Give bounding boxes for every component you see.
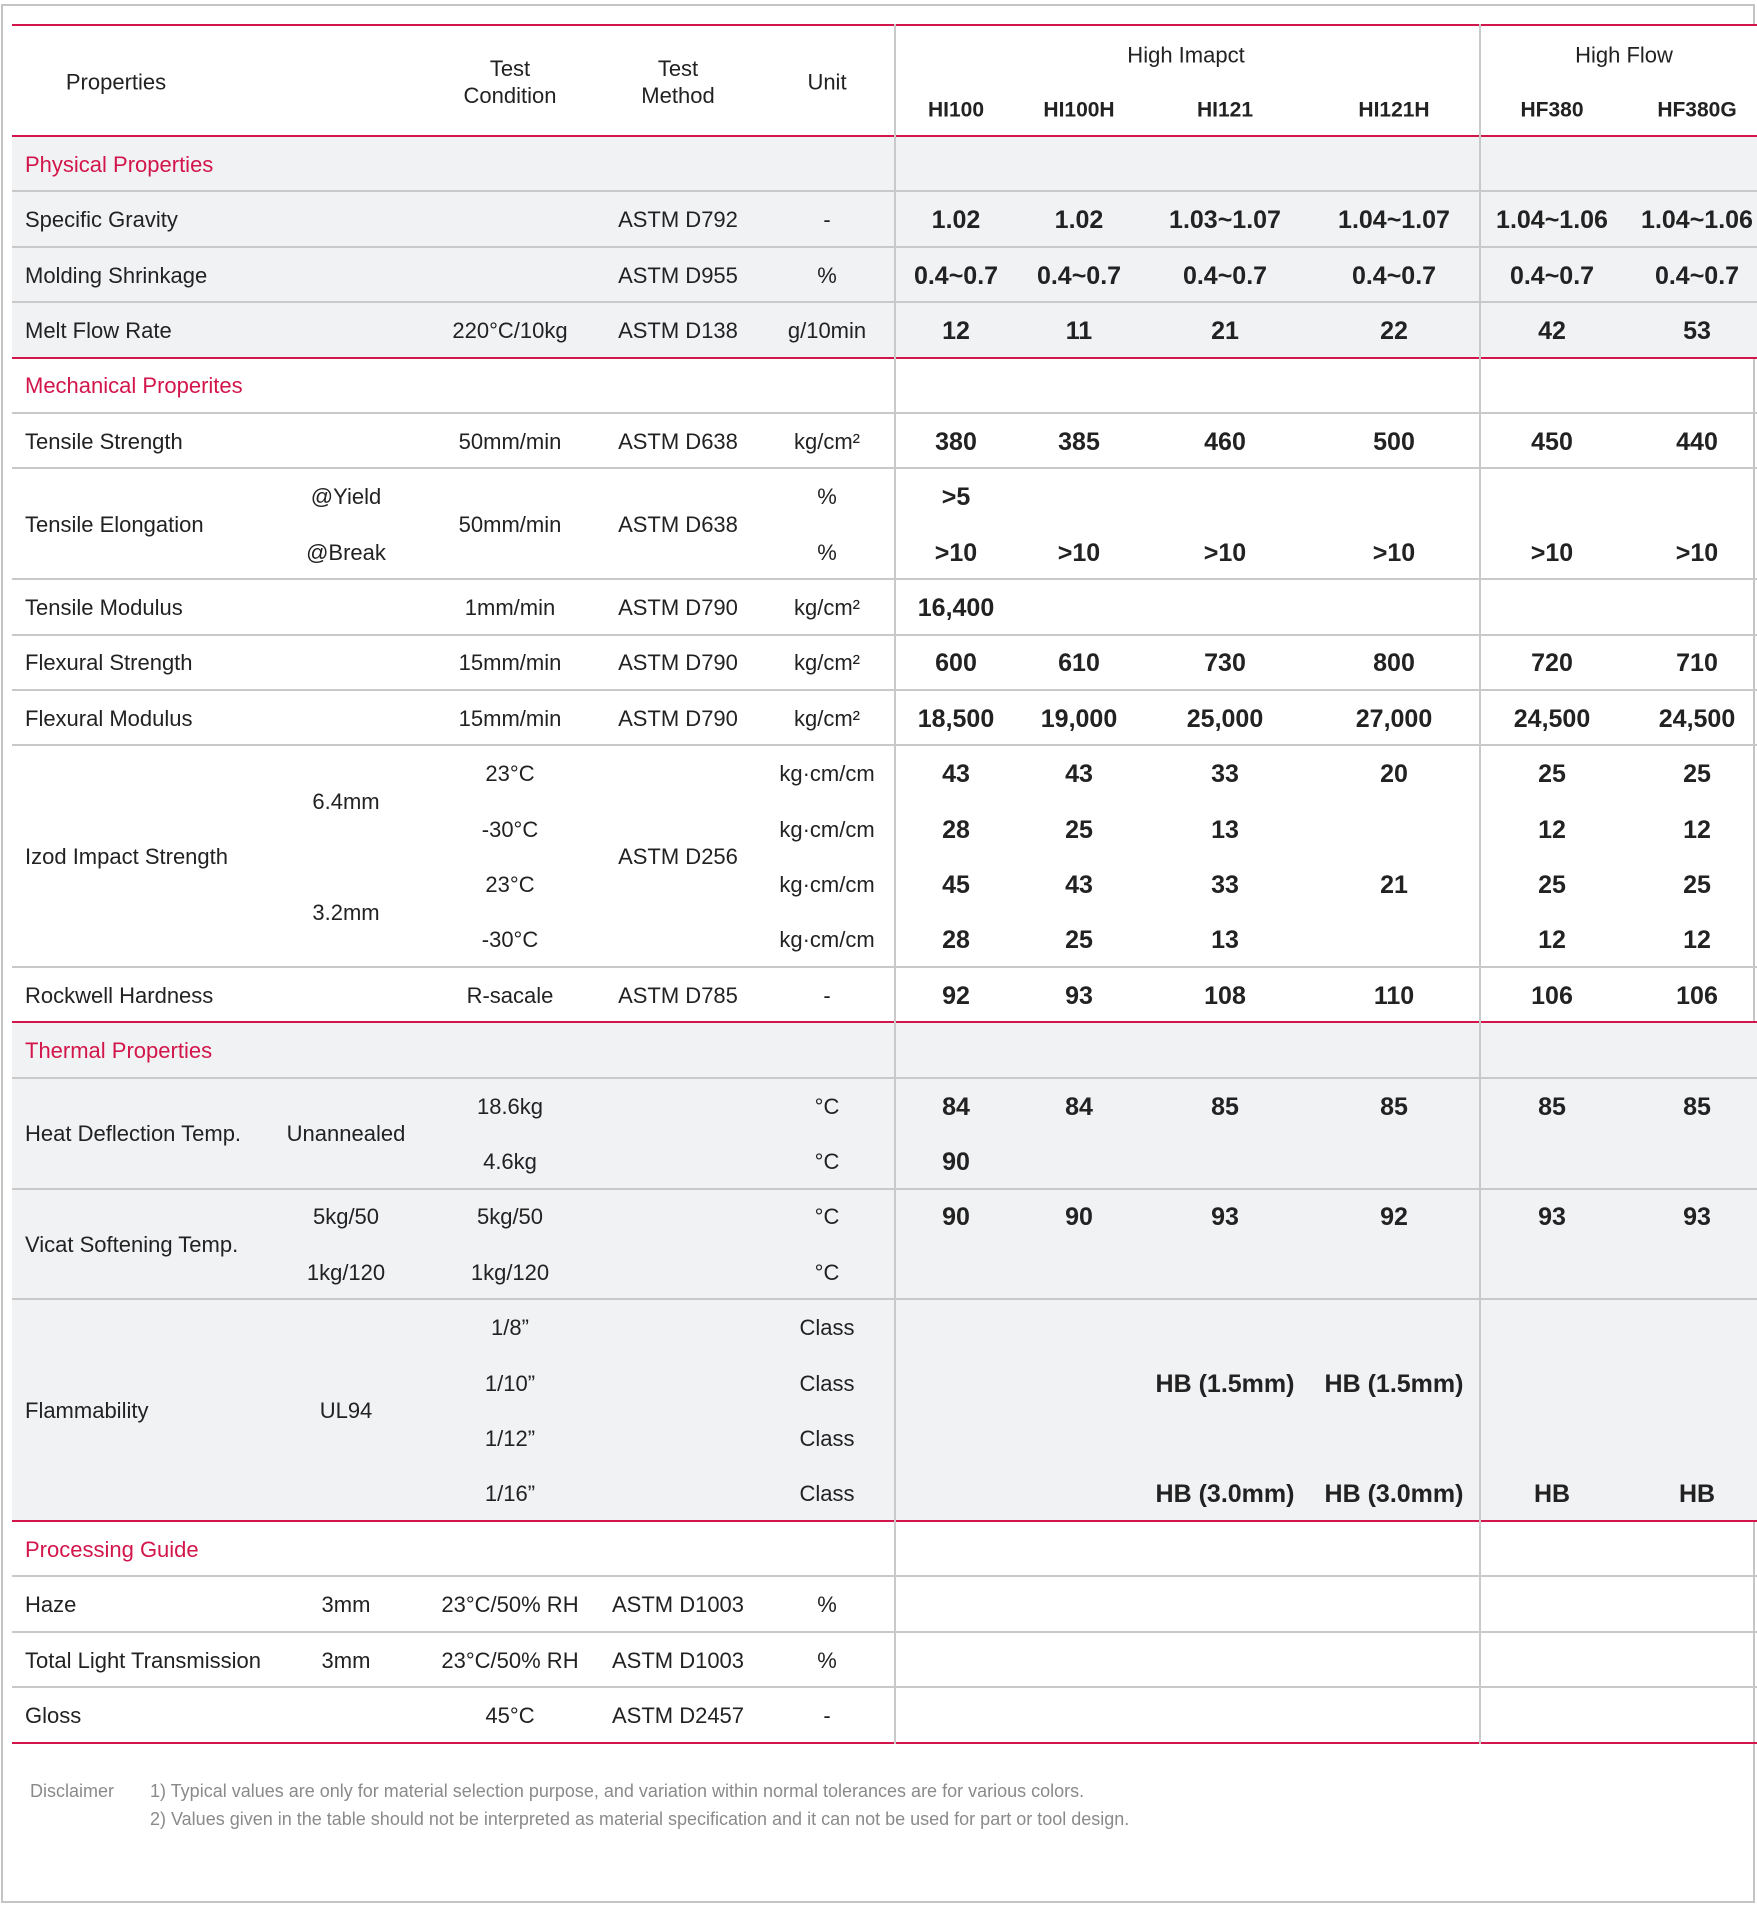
sub-condition: UL94 — [319, 1398, 373, 1424]
unit: - — [823, 982, 831, 1008]
header-group-high-impact: High Imapct — [1127, 42, 1245, 68]
value-cell: 380 — [935, 427, 977, 456]
value-cell: 84 — [1065, 1092, 1093, 1121]
header-properties: Properties — [65, 69, 167, 95]
property-name: Flammability — [25, 1398, 149, 1424]
unit: Class — [799, 1481, 855, 1507]
value-cell: 1.02 — [1054, 206, 1104, 235]
test-condition: 18.6kg — [476, 1093, 544, 1119]
value-cell: 85 — [1211, 1092, 1239, 1121]
value-cell: 53 — [1683, 316, 1711, 345]
property-name: Tensile Strength — [25, 428, 183, 454]
test-method: ASTM D792 — [618, 207, 738, 233]
unit: % — [817, 1592, 837, 1618]
table-header — [12, 24, 1757, 137]
sub-condition: 6.4mm — [312, 788, 380, 814]
sub-condition: Unannealed — [286, 1121, 406, 1147]
value-cell: 12 — [1683, 815, 1711, 844]
value-cell: HB (3.0mm) — [1324, 1480, 1464, 1509]
property-name: Tensile Elongation — [25, 511, 204, 537]
value-cell: HB — [1678, 1480, 1716, 1509]
value-cell: 108 — [1204, 981, 1246, 1010]
value-cell: >10 — [1057, 538, 1101, 567]
column-divider — [894, 24, 896, 1744]
value-cell: 93 — [1211, 1203, 1239, 1232]
sub-condition: 1kg/120 — [306, 1259, 386, 1285]
test-condition: 220°C/10kg — [452, 317, 568, 343]
value-cell: 720 — [1531, 649, 1573, 678]
value-cell: 21 — [1380, 870, 1408, 899]
property-name: Tensile Modulus — [25, 594, 183, 620]
test-condition: 15mm/min — [458, 650, 562, 676]
header-model-hi121: HI121 — [1196, 98, 1254, 122]
property-name: Izod Impact Strength — [25, 844, 228, 870]
unit: °C — [814, 1148, 840, 1174]
value-cell: HB (1.5mm) — [1324, 1369, 1464, 1398]
section-title: Physical Properties — [25, 151, 214, 177]
value-cell: >10 — [934, 538, 978, 567]
test-method: ASTM D2457 — [611, 1702, 745, 1728]
section-header-row — [12, 1023, 1757, 1078]
table-row — [12, 746, 1757, 968]
value-cell: >10 — [1530, 538, 1574, 567]
value-cell: HB (3.0mm) — [1155, 1480, 1295, 1509]
value-cell: 0.4~0.7 — [1509, 261, 1595, 290]
test-method: ASTM D256 — [618, 844, 738, 870]
value-cell: 1.02 — [931, 206, 981, 235]
value-cell: 0.4~0.7 — [1182, 261, 1268, 290]
value-cell: 500 — [1373, 427, 1415, 456]
value-cell: 800 — [1373, 649, 1415, 678]
value-cell: 730 — [1204, 649, 1246, 678]
value-cell: 0.4~0.7 — [913, 261, 999, 290]
table-row — [12, 1190, 1757, 1301]
test-condition: 23°C — [485, 761, 535, 787]
test-condition: 23°C — [485, 871, 535, 897]
table-row — [12, 1300, 1757, 1522]
unit: °C — [814, 1204, 840, 1230]
unit: - — [823, 1702, 831, 1728]
test-method: ASTM D1003 — [611, 1592, 745, 1618]
property-name: Haze — [25, 1592, 77, 1618]
column-divider — [1479, 24, 1481, 1744]
test-condition: 1/8” — [491, 1315, 529, 1341]
property-name: Flexural Modulus — [25, 705, 193, 731]
value-cell: 85 — [1380, 1092, 1408, 1121]
value-cell: 33 — [1211, 760, 1239, 789]
test-condition: 1kg/120 — [470, 1259, 550, 1285]
test-condition: 4.6kg — [483, 1148, 537, 1174]
unit: kg·cm/cm — [779, 927, 875, 953]
header-test-condition — [464, 55, 557, 109]
unit: Class — [799, 1370, 855, 1396]
disclaimer-line-1: 1) Typical values are only for material selection purpose, and variation within normal tolerances are for various colors. — [150, 1781, 1085, 1801]
header-model-hf380g: HF380G — [1657, 98, 1737, 122]
test-condition: 23°C/50% RH — [441, 1647, 579, 1673]
value-cell: 25 — [1683, 870, 1711, 899]
unit: °C — [814, 1093, 840, 1119]
test-method: ASTM D138 — [618, 317, 738, 343]
property-name: Melt Flow Rate — [25, 317, 172, 343]
test-condition: 50mm/min — [458, 511, 562, 537]
value-cell: 28 — [942, 815, 970, 844]
header-model-hi100h: HI100H — [1043, 98, 1115, 122]
value-cell: 13 — [1211, 926, 1239, 955]
test-method: ASTM D790 — [618, 650, 738, 676]
unit: Class — [799, 1315, 855, 1341]
value-cell: 92 — [1380, 1203, 1408, 1232]
header-model-hi121h: HI121H — [1358, 98, 1430, 122]
value-cell: 28 — [942, 926, 970, 955]
value-cell: 1.04~1.06 — [1496, 206, 1608, 235]
test-condition: 5kg/50 — [476, 1204, 544, 1230]
value-cell: 11 — [1065, 316, 1093, 345]
header-unit: Unit — [807, 69, 847, 95]
value-cell: 33 — [1211, 870, 1239, 899]
test-condition: 15mm/min — [458, 705, 562, 731]
unit: % — [817, 484, 837, 510]
value-cell: 25 — [1538, 870, 1566, 899]
unit: % — [817, 539, 837, 565]
header-test-condition-line1: Test — [489, 56, 531, 81]
value-cell: 85 — [1538, 1092, 1566, 1121]
value-cell: 440 — [1676, 427, 1718, 456]
value-cell: 0.4~0.7 — [1351, 261, 1437, 290]
test-method: ASTM D638 — [618, 428, 738, 454]
disclaimer-line-2: 2) Values given in the table should not be interpreted as material specification and it can not be used for part or tool design. — [150, 1809, 1130, 1829]
table-row — [12, 691, 1757, 746]
header-test-method — [641, 55, 714, 109]
table-row — [12, 1577, 1757, 1632]
value-cell: 106 — [1531, 981, 1573, 1010]
test-condition: 23°C/50% RH — [441, 1592, 579, 1618]
sub-condition: 3mm — [321, 1592, 371, 1618]
value-cell: 0.4~0.7 — [1036, 261, 1122, 290]
value-cell: 43 — [1065, 870, 1093, 899]
value-cell: 90 — [1065, 1203, 1093, 1232]
test-method: ASTM D638 — [618, 511, 738, 537]
value-cell: 25 — [1065, 815, 1093, 844]
disclaimer-label: Disclaimer — [30, 1781, 115, 1801]
table-row — [12, 414, 1757, 469]
sub-condition: 5kg/50 — [312, 1204, 380, 1230]
value-cell: 13 — [1211, 815, 1239, 844]
value-cell: 84 — [942, 1092, 970, 1121]
value-cell: 43 — [1065, 760, 1093, 789]
test-condition: 1mm/min — [464, 594, 556, 620]
value-cell: HB (1.5mm) — [1155, 1369, 1295, 1398]
unit: kg/cm² — [794, 705, 860, 731]
value-cell: 20 — [1380, 760, 1408, 789]
test-method: ASTM D785 — [618, 982, 738, 1008]
value-cell: 25 — [1683, 760, 1711, 789]
table-row — [12, 1688, 1757, 1743]
unit: % — [817, 262, 837, 288]
value-cell: 450 — [1531, 427, 1573, 456]
value-cell: >10 — [1372, 538, 1416, 567]
unit: kg/cm² — [794, 650, 860, 676]
value-cell: 106 — [1676, 981, 1718, 1010]
value-cell: 1.04~1.06 — [1641, 206, 1753, 235]
value-cell: 25 — [1538, 760, 1566, 789]
section-header-row — [12, 1522, 1757, 1577]
value-cell: 12 — [1683, 926, 1711, 955]
section-header-row — [12, 359, 1757, 414]
test-method: ASTM D790 — [618, 594, 738, 620]
test-condition: 1/16” — [484, 1481, 536, 1507]
header-test-condition-line2: Condition — [463, 83, 557, 108]
sub-condition: 3mm — [321, 1647, 371, 1673]
header-test-method-line1: Test — [657, 56, 699, 81]
section-title: Processing Guide — [25, 1536, 199, 1562]
property-name: Heat Deflection Temp. — [25, 1121, 242, 1147]
test-method: ASTM D790 — [618, 705, 738, 731]
value-cell: 22 — [1380, 316, 1408, 345]
value-cell: 24,500 — [1513, 704, 1591, 733]
table-row — [12, 303, 1757, 358]
value-cell: 21 — [1211, 316, 1239, 345]
value-cell: >10 — [1675, 538, 1719, 567]
unit: kg·cm/cm — [779, 871, 875, 897]
value-cell: >5 — [941, 483, 971, 512]
property-name: Vicat Softening Temp. — [25, 1232, 239, 1257]
unit: Class — [799, 1425, 855, 1451]
value-cell: 25 — [1065, 926, 1093, 955]
sub-condition: @Break — [306, 539, 386, 565]
table-row — [12, 469, 1757, 580]
test-condition: -30°C — [481, 816, 539, 842]
header-group-high-flow: High Flow — [1575, 42, 1673, 68]
unit: kg·cm/cm — [779, 816, 875, 842]
table-row — [12, 968, 1757, 1023]
value-cell: 385 — [1058, 427, 1100, 456]
value-cell: 1.03~1.07 — [1169, 206, 1281, 235]
table-row — [12, 1633, 1757, 1688]
property-name: Flexural Strength — [25, 650, 193, 676]
table-row — [12, 248, 1757, 303]
value-cell: 93 — [1538, 1203, 1566, 1232]
value-cell: 460 — [1204, 427, 1246, 456]
test-condition: 1/10” — [484, 1370, 536, 1396]
value-cell: 12 — [942, 316, 970, 345]
value-cell: 42 — [1538, 316, 1566, 345]
value-cell: 610 — [1058, 649, 1100, 678]
value-cell: 90 — [942, 1147, 970, 1176]
test-condition: 1/12” — [484, 1425, 536, 1451]
unit: % — [817, 1647, 837, 1673]
value-cell: 110 — [1373, 981, 1415, 1010]
value-cell: 92 — [942, 981, 970, 1010]
header-model-hf380: HF380 — [1520, 98, 1584, 122]
table-row — [12, 1079, 1757, 1190]
value-cell: 16,400 — [917, 593, 995, 622]
test-condition: R-sacale — [466, 982, 554, 1008]
table-row — [12, 636, 1757, 691]
value-cell: HB — [1533, 1480, 1571, 1509]
unit: kg/cm² — [794, 594, 860, 620]
header-model-hi100: HI100 — [927, 98, 985, 122]
section-title: Mechanical Properites — [25, 373, 243, 399]
value-cell: 27,000 — [1355, 704, 1433, 733]
value-cell: 85 — [1683, 1092, 1711, 1121]
unit: kg/cm² — [794, 428, 860, 454]
property-name: Specific Gravity — [25, 207, 178, 233]
value-cell: 1.04~1.07 — [1338, 206, 1450, 235]
test-condition: 50mm/min — [458, 428, 562, 454]
sub-condition: 3.2mm — [312, 899, 380, 925]
unit: kg·cm/cm — [779, 761, 875, 787]
value-cell: 12 — [1538, 815, 1566, 844]
value-cell: 19,000 — [1040, 704, 1118, 733]
table-row — [12, 580, 1757, 635]
property-name: Gloss — [25, 1702, 82, 1728]
value-cell: 0.4~0.7 — [1654, 261, 1740, 290]
value-cell: >10 — [1203, 538, 1247, 567]
value-cell: 600 — [935, 649, 977, 678]
test-method: ASTM D955 — [618, 262, 738, 288]
property-name: Total Light Transmission — [25, 1647, 261, 1673]
value-cell: 90 — [942, 1203, 970, 1232]
section-header-row — [12, 137, 1757, 192]
value-cell: 710 — [1676, 649, 1718, 678]
value-cell: 18,500 — [917, 704, 995, 733]
value-cell: 43 — [942, 760, 970, 789]
test-condition: 45°C — [485, 1702, 535, 1728]
sub-condition: @Yield — [310, 484, 382, 510]
test-method: ASTM D1003 — [611, 1647, 745, 1673]
test-condition: -30°C — [481, 927, 539, 953]
value-cell: 93 — [1683, 1203, 1711, 1232]
property-name: Molding Shrinkage — [25, 262, 208, 288]
property-name: Rockwell Hardness — [25, 982, 214, 1008]
unit: - — [823, 207, 831, 233]
header-test-method-line2: Method — [641, 83, 715, 108]
value-cell: 93 — [1065, 981, 1093, 1010]
section-title: Thermal Properties — [25, 1038, 213, 1064]
value-cell: 24,500 — [1658, 704, 1736, 733]
value-cell: 45 — [942, 870, 970, 899]
unit: g/10min — [787, 317, 867, 343]
value-cell: 25,000 — [1186, 704, 1264, 733]
unit: °C — [814, 1259, 840, 1285]
value-cell: 12 — [1538, 926, 1566, 955]
